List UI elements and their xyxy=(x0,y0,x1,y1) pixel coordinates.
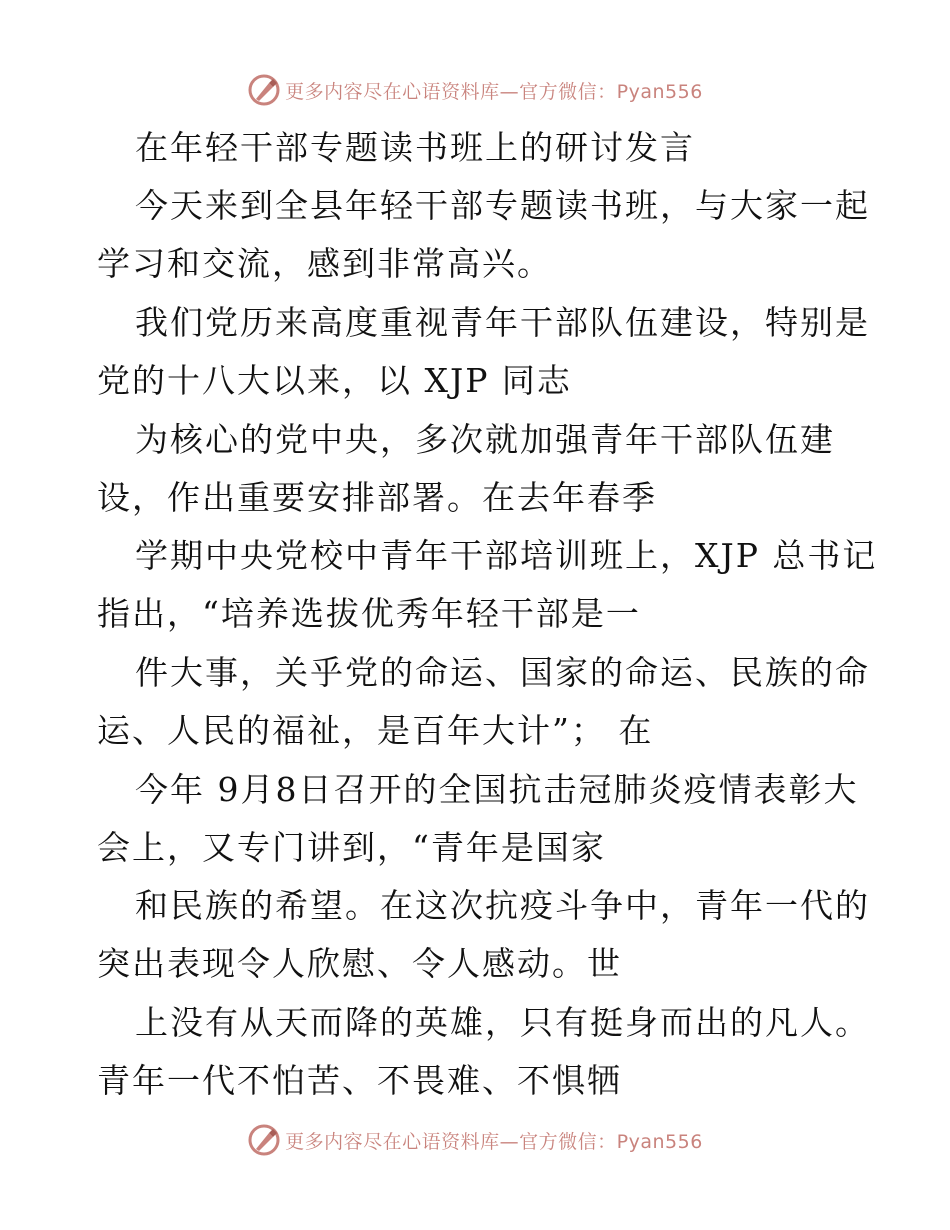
paragraph-line: 为核心的党中央，多次就加强青年干部队伍建 xyxy=(135,420,835,459)
paragraph-line: 突出表现令人欣慰、令人感动。世 xyxy=(97,944,622,983)
paragraph-line: 会上，又专门讲到，“青年是国家 xyxy=(97,828,606,867)
paragraph-line: 指出，“培养选拔优秀年轻干部是一 xyxy=(97,594,641,633)
paragraph-line: 设，作出重要安排部署。在去年春季 xyxy=(97,478,657,517)
paragraph-line: 运、人民的福祉，是百年大计”； 在 xyxy=(97,711,654,750)
paragraph-line: 青年一代不怕苦、不畏难、不惧牺 xyxy=(97,1061,622,1100)
document-title: 在年轻干部专题读书班上的研讨发言 xyxy=(135,128,695,167)
paragraph-line: 今天来到全县年轻干部专题读书班，与大家一起 xyxy=(135,186,870,225)
paragraph-line: 今年 9月8日召开的全国抗击冠肺炎疫情表彰大 xyxy=(135,770,859,809)
fountain-pen-logo-icon xyxy=(247,1123,281,1157)
paragraph-line: 和民族的希望。在这次抗疫斗争中，青年一代的 xyxy=(135,886,870,925)
paragraph-line: 学习和交流，感到非常高兴。 xyxy=(97,244,552,283)
paragraph-line: 我们党历来高度重视青年干部队伍建设，特别是 xyxy=(135,303,870,342)
paragraph-line: 件大事，关乎党的命运、国家的命运、民族的命 xyxy=(135,653,870,692)
footer-watermark xyxy=(0,1120,950,1160)
paragraph-line: 党的十八大以来，以 XJP 同志 xyxy=(97,361,572,400)
paragraph-line: 上没有从天而降的英雄，只有挺身而出的凡人。 xyxy=(135,1003,870,1042)
watermark-text: 更多内容尽在心语资料库—官方微信：Pyan556 xyxy=(285,80,703,103)
watermark-text: 更多内容尽在心语资料库—官方微信：Pyan556 xyxy=(285,1130,703,1153)
paragraph-line: 学期中央党校中青年干部培训班上，XJP 总书记 xyxy=(135,536,878,575)
